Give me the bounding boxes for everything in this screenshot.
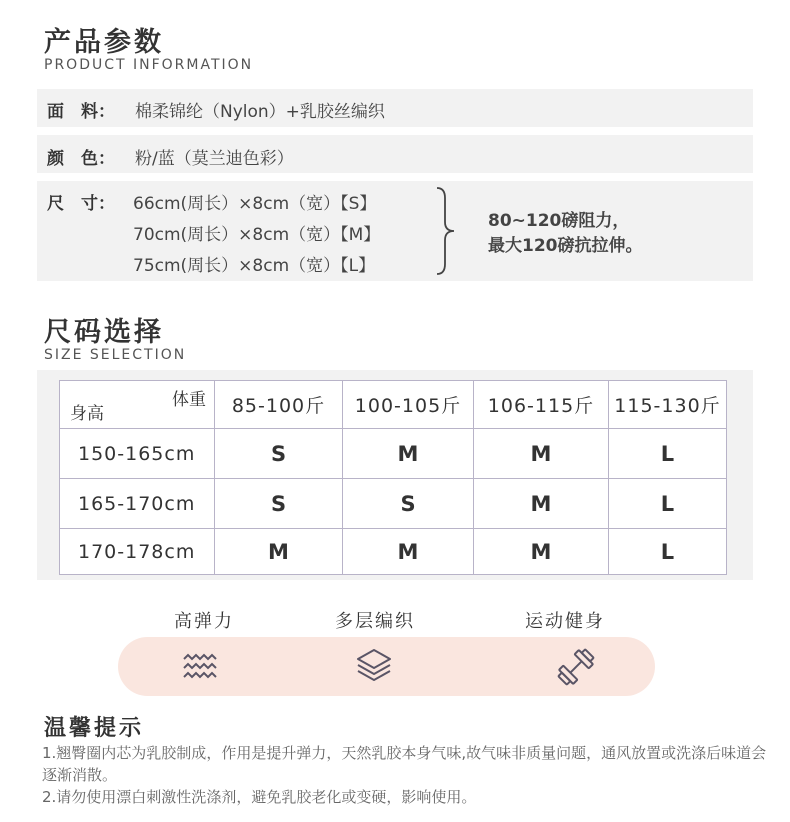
size-chart-panel [37,370,753,580]
color-label: 颜 色： [47,149,115,169]
size-selection-title: 尺码选择 [44,317,164,348]
table-row [60,529,727,575]
features-pill [118,637,655,696]
height-row-header: 150-165cm [60,429,215,479]
size-cell: M [215,529,343,575]
product-info-title: 产品参数 [44,27,164,58]
weight-header: 85-100斤 [215,381,343,429]
weight-header: 115-130斤 [609,381,727,429]
table-row [60,479,727,529]
size-cell: M [474,479,609,529]
size-selection-subtitle: SIZE SELECTION [44,347,187,363]
material-label: 面 料： [47,102,115,122]
curly-brace-icon [435,186,457,276]
size-line-m: 70cm(周长）×8cm（宽）【M】 [133,225,381,245]
resistance-note-2: 最大120磅抗拉伸。 [488,236,643,256]
size-cell: L [609,479,727,529]
feature-label-elastic: 高弹力 [174,611,234,632]
size-chart-table [59,380,727,575]
table-row [60,429,727,479]
material-value: 棉柔锦纶（Nylon）+乳胶丝编织 [135,102,385,122]
color-row [37,135,753,173]
size-cell: M [474,429,609,479]
tip-line-2: 2.请勿使用漂白刺激性洗涤剂，避免乳胶老化或变硬，影响使用。 [42,788,477,806]
size-cell: S [215,429,343,479]
weight-header: 106-115斤 [474,381,609,429]
tip-line-1: 1.翘臀圈内芯为乳胶制成，作用是提升弹力，天然乳胶本身气味,故气味非质量问题，通风放置或洗涤后味道会逐渐消散。 [42,744,767,784]
tips-title: 温馨提示 [44,716,145,741]
dumbbell-icon [555,646,597,688]
size-cell: L [609,429,727,479]
wave-icon [182,653,220,681]
size-label: 尺 寸： [47,194,115,214]
size-cell: S [343,479,474,529]
table-header-row [60,381,727,429]
height-row-header: 165-170cm [60,479,215,529]
size-cell: S [215,479,343,529]
feature-label-fitness: 运动健身 [525,611,605,632]
weight-header: 100-105斤 [343,381,474,429]
size-line-s: 66cm(周长）×8cm（宽）【S】 [133,194,377,214]
layers-icon [355,648,393,684]
table-corner-cell [60,381,215,429]
size-line-l: 75cm(周长）×8cm（宽）【L】 [133,256,376,276]
size-cell: M [474,529,609,575]
corner-weight-label: 体重 [172,390,206,410]
feature-label-layers: 多层编织 [335,611,415,632]
material-row [37,89,753,127]
resistance-note-1: 80~120磅阻力， [488,211,630,231]
corner-height-label: 身高 [70,404,104,424]
size-cell: M [343,429,474,479]
size-row [37,181,753,281]
product-info-subtitle: PRODUCT INFORMATION [44,57,254,73]
size-cell: M [343,529,474,575]
height-row-header: 170-178cm [60,529,215,575]
size-cell: L [609,529,727,575]
color-value: 粉/蓝（莫兰迪色彩） [135,149,294,169]
